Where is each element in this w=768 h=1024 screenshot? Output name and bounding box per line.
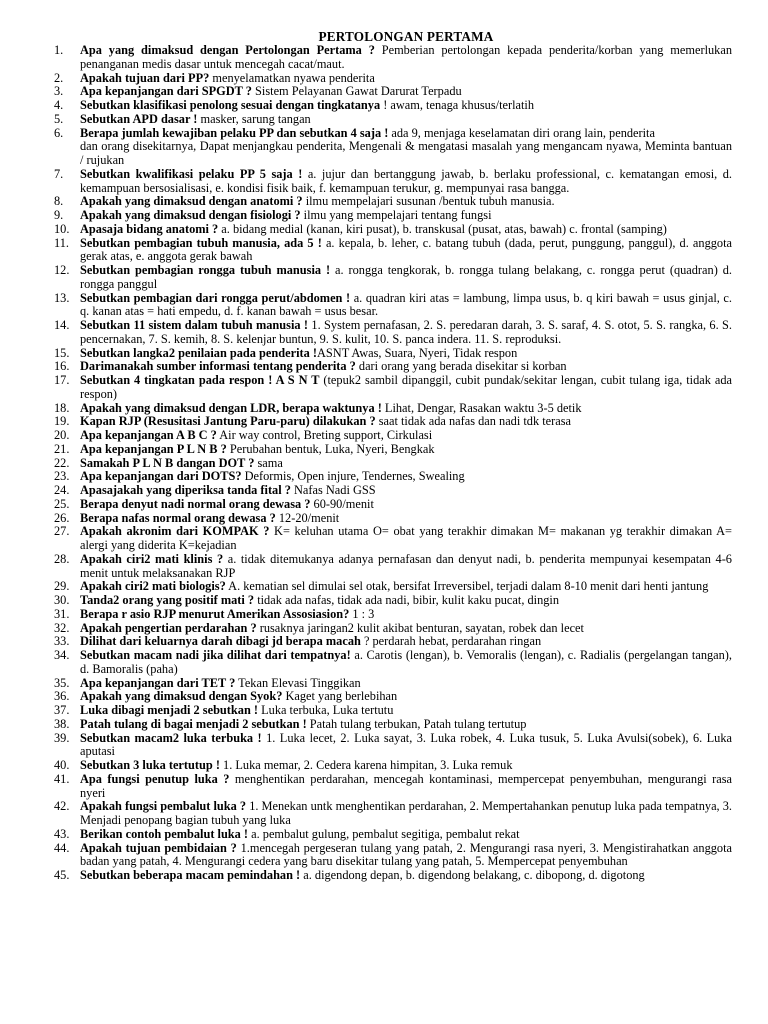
question-text: Berapa r asio RJP menurut Amerikan Assosiasion? xyxy=(80,606,350,621)
item-number: 38. xyxy=(54,716,70,731)
item-number: 17. xyxy=(54,373,70,387)
answer-continuation: dan orang disekitarnya, Dapat menjangkau penderita, Mengenali & mengatasi masalah yang mengancam nyawa, Meminta bantuan / rujukan xyxy=(80,139,732,167)
answer-text: a. jujur dan bertanggung jawab, b. berlaku professional, c. kematangan emosi, d. kemampuan bersosialisasi, e. kondisi fisik baik, f. kemampuan terukur, g. mempunyai rasa bangga. xyxy=(80,166,732,195)
answer-text: 12-20/menit xyxy=(275,510,340,525)
question-text: Sebutkan klasifikasi penolong sesuai dengan tingkatanya xyxy=(80,98,381,112)
list-item xyxy=(54,113,732,127)
question-text: Berapa jumlah kewajiban pelaku PP dan sebutkan 4 saja ! xyxy=(80,125,389,140)
question-text: Apakah yang dimaksud dengan LDR, berapa waktunya ! xyxy=(80,400,382,415)
list-item xyxy=(54,72,732,86)
item-number: 34. xyxy=(54,648,70,662)
answer-text: menyelamatkan nyawa penderita xyxy=(209,70,375,85)
question-text: Apa fungsi penutup luka ? xyxy=(80,771,230,786)
item-number: 22. xyxy=(54,455,70,470)
list-item xyxy=(54,622,732,636)
list-item xyxy=(54,402,732,416)
question-text: Sebutkan beberapa macam pemindahan ! xyxy=(80,868,301,882)
answer-text: Lihat, Dengar, Rasakan waktu 3-5 detik xyxy=(381,400,582,415)
item-number: 2. xyxy=(54,70,64,85)
question-text: Apa kepanjangan A B C ? xyxy=(80,428,217,442)
answer-text: A. kematian sel dimulai sel otak, bersifat Irreversibel, terjadi dalam 8-10 menit dari henti jantung xyxy=(225,579,709,594)
list-item xyxy=(54,264,732,292)
item-number: 20. xyxy=(54,428,70,442)
answer-text: a. quadran kiri atas = lambung, limpa usus, b. q kiri bawah = usus ginjal, c. q. kanan atas = hati empedu, d. f. kanan bawah = usus besar. xyxy=(80,290,732,319)
item-number: 32. xyxy=(54,620,70,635)
list-item xyxy=(54,498,732,512)
list-item xyxy=(54,690,732,704)
list-item xyxy=(54,649,732,677)
answer-text: a. tidak ditemukanya adanya pernafasan dan denyut nadi, b. penderita mempunyai kesempatan 4-6 menit untuk melaksanakan RJP xyxy=(80,551,732,580)
answer-text: a. rongga tengkorak, b. rongga tulang belakang, c. rongga perut (quadran) d. rongga panggul xyxy=(80,263,732,291)
answer-text: a. kepala, b. leher, c. batang tubuh (dada, perut, punggung, panggul), d. anggota gerak atas, e. anggota gerak bawah xyxy=(80,235,732,264)
answer-text: K= keluhan utama O= obat yang terakhir dimakan M= makanan yg terakhir dimakan A= alergi yang diderita K=kejadian xyxy=(80,524,732,552)
list-item xyxy=(54,347,732,361)
answer-text: saat tidak ada nafas dan nadi tdk terasa xyxy=(375,414,572,429)
list-item xyxy=(54,594,732,608)
question-text: Apasaja bidang anatomi ? xyxy=(80,221,219,236)
item-number: 28. xyxy=(54,551,70,566)
answer-text: sama xyxy=(254,455,283,470)
item-number: 14. xyxy=(54,318,70,332)
answer-text: Pemberian pertolongan kepada penderita/korban yang memerlukan penanganan medis dasar untuk mencegah cacat/maut. xyxy=(80,43,732,71)
item-number: 29. xyxy=(54,579,70,594)
answer-text: Nafas Nadi GSS xyxy=(290,483,376,497)
question-text: Sebutkan macam nadi jika dilihat dari tempatnya! xyxy=(80,648,351,662)
list-item xyxy=(54,759,732,773)
item-number: 3. xyxy=(54,84,64,99)
answer-text: a. digendong depan, b. digendong belakang, c. dibopong, d. digotong xyxy=(300,868,645,882)
list-item xyxy=(54,415,732,429)
question-text: Sebutkan 11 sistem dalam tubuh manusia ! xyxy=(80,318,309,332)
answer-text: 1. System pernafasan, 2. S. peredaran darah, 3. S. saraf, 4. S. otot, 5. S. rangka, 6. S. pencernakan, 7. S. kemih, 8. S. kelenjar buntun, 9. S. kulit, 10. S. panca indera. 11. S. reproduksi. xyxy=(80,318,732,346)
list-item xyxy=(54,44,732,72)
question-text: Apakah yang dimaksud dengan anatomi ? xyxy=(80,194,303,209)
page-title: PERTOLONGAN PERTAMA xyxy=(318,29,494,44)
item-number: 40. xyxy=(54,758,70,772)
answer-text: masker, sarung tangan xyxy=(197,111,311,126)
answer-text: 1 : 3 xyxy=(349,606,375,621)
list-item xyxy=(54,635,732,649)
question-text: Sebutkan 4 tingkatan pada respon ! A S N T xyxy=(80,373,320,387)
item-number: 31. xyxy=(54,606,70,621)
question-text: Apakah yang dimaksud dengan Syok? xyxy=(80,689,283,704)
list-item xyxy=(54,732,732,760)
question-text: Darimanakah sumber informasi tentang penderita ? xyxy=(80,359,356,374)
item-number: 41. xyxy=(54,771,70,786)
item-number: 4. xyxy=(54,98,64,112)
item-number: 1. xyxy=(54,43,64,57)
item-number: 27. xyxy=(54,524,70,539)
list-item xyxy=(54,525,732,553)
question-text: Luka dibagi menjadi 2 sebutkan ! xyxy=(80,703,259,717)
list-item xyxy=(54,718,732,732)
answer-text: a. Carotis (lengan), b. Vemoralis (lengan), c. Radialis (pergelangan tangan), d. Bamoralis (paha) xyxy=(80,648,733,676)
answer-text: 1. Luka memar, 2. Cedera karena himpitan, 3. Luka remuk xyxy=(219,758,513,772)
item-number: 10. xyxy=(54,221,70,236)
item-number: 6. xyxy=(54,125,64,140)
list-item xyxy=(54,429,732,443)
answer-text: Sistem Pelayanan Gawat Darurat Terpadu xyxy=(251,84,462,99)
question-text: Sebutkan pembagian dari rongga perut/abdomen ! xyxy=(80,290,351,305)
question-text: Apasajakah yang diperiksa tanda fital ? xyxy=(80,483,291,497)
question-text: Sebutkan pembagian tubuh manusia, ada 5 ! xyxy=(80,235,322,250)
question-text: Sebutkan APD dasar ! xyxy=(80,111,198,126)
list-item xyxy=(54,553,732,581)
item-number: 26. xyxy=(54,510,70,525)
item-number: 43. xyxy=(54,826,70,841)
answer-text: ASNT Awas, Suara, Nyeri, Tidak respon xyxy=(317,345,518,360)
answer-text: Tekan Elevasi Tinggikan xyxy=(235,675,361,690)
answer-text: 1.mencegah pergeseran tulang yang patah, 2. Mengurangi rasa nyeri, 3. Mengistirahatkan anggota badan yang patah, 4. Mengurangi cedera yang baru disekitar tulang yang patah, 5. Mempercepat penyembuhan xyxy=(80,840,733,869)
answer-text: Air way control, Breting support, Cirkulasi xyxy=(216,428,433,442)
item-number: 9. xyxy=(54,208,64,222)
question-text: Sebutkan pembagian rongga tubuh manusia ! xyxy=(80,263,331,277)
list-item xyxy=(54,292,732,320)
answer-text: Patah tulang terbukan, Patah tulang tertutup xyxy=(306,716,527,731)
list-item xyxy=(54,484,732,498)
list-item xyxy=(54,800,732,828)
question-text: Apa kepanjangan dari DOTS? xyxy=(80,469,242,484)
answer-text: Luka terbuka, Luka tertutu xyxy=(258,703,394,717)
answer-text: a. pembalut gulung, pembalut segitiga, pembalut rekat xyxy=(248,826,520,841)
list-item xyxy=(54,443,732,457)
list-item xyxy=(54,360,732,374)
item-number: 45. xyxy=(54,868,70,882)
list-item xyxy=(54,85,732,99)
answer-text: ada 9, menjaga keselamatan diri orang lain, penderita xyxy=(388,125,655,140)
item-number: 21. xyxy=(54,441,70,456)
list-item xyxy=(54,869,732,883)
item-number: 42. xyxy=(54,799,70,814)
list-item xyxy=(54,773,732,801)
list-item xyxy=(54,677,732,691)
question-text: Apakah pengertian perdarahan ? xyxy=(80,620,257,635)
list-item xyxy=(54,209,732,223)
list-item xyxy=(54,319,732,347)
list-item xyxy=(54,470,732,484)
question-text: Berikan contoh pembalut luka ! xyxy=(80,826,249,841)
item-number: 30. xyxy=(54,593,70,607)
answer-text: ilmu mempelajari susunan /bentuk tubuh manusia. xyxy=(302,194,555,209)
item-number: 35. xyxy=(54,675,70,690)
item-number: 12. xyxy=(54,263,70,277)
item-number: 33. xyxy=(54,634,70,649)
answer-text: 60-90/menit xyxy=(310,496,374,511)
answer-text: 1. Luka lecet, 2. Luka sayat, 3. Luka robek, 4. Luka tusuk, 5. Luka Avulsi(sobek), 6. Luka aputasi xyxy=(80,730,732,759)
answer-text: ilmu yang mempelajari tentang fungsi xyxy=(300,208,492,222)
item-number: 16. xyxy=(54,359,70,374)
question-text: Patah tulang di bagai menjadi 2 sebutkan ! xyxy=(80,716,307,731)
list-item xyxy=(54,99,732,113)
question-text: Berapa nafas normal orang dewasa ? xyxy=(80,510,276,525)
item-number: 13. xyxy=(54,290,70,305)
question-text: Samakah P L N B dangan DOT ? xyxy=(80,455,255,470)
question-text: Apa kepanjangan P L N B ? xyxy=(80,441,227,456)
item-number: 23. xyxy=(54,469,70,484)
question-text: Apakah fungsi pembalut luka ? xyxy=(80,799,247,814)
list-item xyxy=(54,704,732,718)
question-text: Kapan RJP (Resusitasi Jantung Paru-paru) dilakukan ? xyxy=(80,414,376,429)
list-item xyxy=(54,828,732,842)
list-item xyxy=(54,512,732,526)
question-text: Apakah tujuan dari PP? xyxy=(80,70,210,85)
answer-text: Deformis, Open injure, Tendernes, Swealing xyxy=(241,469,465,484)
question-text: Sebutkan macam2 luka terbuka ! xyxy=(80,730,262,745)
question-text: Apa kepanjangan dari TET ? xyxy=(80,675,236,690)
item-number: 7. xyxy=(54,166,64,181)
answer-text: Kaget yang berlebihan xyxy=(282,689,398,704)
answer-text: ! awam, tenaga khusus/terlatih xyxy=(380,98,535,112)
list-item xyxy=(54,195,732,209)
item-number: 11. xyxy=(54,235,69,250)
answer-text: Perubahan bentuk, Luka, Nyeri, Bengkak xyxy=(226,441,435,456)
question-text: Apa yang dimaksud dengan Pertolongan Pertama ? xyxy=(80,43,375,57)
item-number: 24. xyxy=(54,483,70,497)
answer-text: a. bidang medial (kanan, kiri pusat), b. transkusal (pusat, atas, bawah) c. frontal (samping) xyxy=(218,221,667,236)
list-item xyxy=(54,127,732,168)
question-text: Sebutkan 3 luka tertutup ! xyxy=(80,758,220,772)
question-text: Apakah yang dimaksud dengan fisiologi ? xyxy=(80,208,301,222)
item-number: 8. xyxy=(54,194,64,209)
item-number: 5. xyxy=(54,111,64,126)
answer-text: menghentikan perdarahan, mencegah kontaminasi, mempercepat penyembuhan, mengurangi rasa nyeri xyxy=(80,771,732,800)
answer-text: dari orang yang berada disekitar si korban xyxy=(355,359,567,374)
answer-text: tidak ada nafas, tidak ada nadi, bibir, kulit kaku pucat, dingin xyxy=(254,593,560,607)
answer-text: 1. Menekan untk menghentikan perdarahan, 2. Mempertahankan penutup luka pada tempatnya, 3. Menjadi penopang bagian tubuh yang luka xyxy=(80,799,732,827)
list-item xyxy=(54,842,732,870)
question-text: Sebutkan kwalifikasi pelaku PP 5 saja ! xyxy=(80,166,303,181)
answer-text: rusaknya jaringan2 kulit akibat benturan, sayatan, robek dan lecet xyxy=(256,620,584,635)
question-text: Apakah ciri2 mati klinis ? xyxy=(80,551,224,566)
question-list xyxy=(54,43,733,883)
item-number: 18. xyxy=(54,400,70,415)
list-item xyxy=(54,608,732,622)
item-number: 44. xyxy=(54,840,70,855)
question-text: Sebutkan langka2 penilaian pada penderita ! xyxy=(80,345,317,360)
item-number: 15. xyxy=(54,345,70,360)
answer-text: ? perdarah hebat, perdarahan ringan xyxy=(360,634,542,649)
question-text: Berapa denyut nadi normal orang dewasa ? xyxy=(80,496,311,511)
list-item xyxy=(54,168,732,196)
question-text: Apakah tujuan pembidaian ? xyxy=(80,840,237,855)
list-item xyxy=(54,580,732,594)
item-number: 36. xyxy=(54,689,70,704)
item-number: 37. xyxy=(54,703,70,717)
list-item xyxy=(54,457,732,471)
list-item xyxy=(54,223,732,237)
item-number: 39. xyxy=(54,730,70,745)
question-text: Tanda2 orang yang positif mati ? xyxy=(80,593,255,607)
question-text: Dilihat dari keluarnya darah dibagi jd berapa macah xyxy=(80,634,361,649)
list-item xyxy=(54,237,732,265)
question-text: Apakah ciri2 mati biologis? xyxy=(80,579,226,594)
answer-text: (tepuk2 sambil dipanggil, cubit pundak/sekitar lengan, cubit tulang iga, tidak ada respon) xyxy=(80,373,732,401)
item-number: 25. xyxy=(54,496,70,511)
list-item xyxy=(54,374,732,402)
question-text: Apakah akronim dari KOMPAK ? xyxy=(80,524,270,539)
item-number: 19. xyxy=(54,414,70,429)
question-text: Apa kepanjangan dari SPGDT ? xyxy=(80,84,252,99)
